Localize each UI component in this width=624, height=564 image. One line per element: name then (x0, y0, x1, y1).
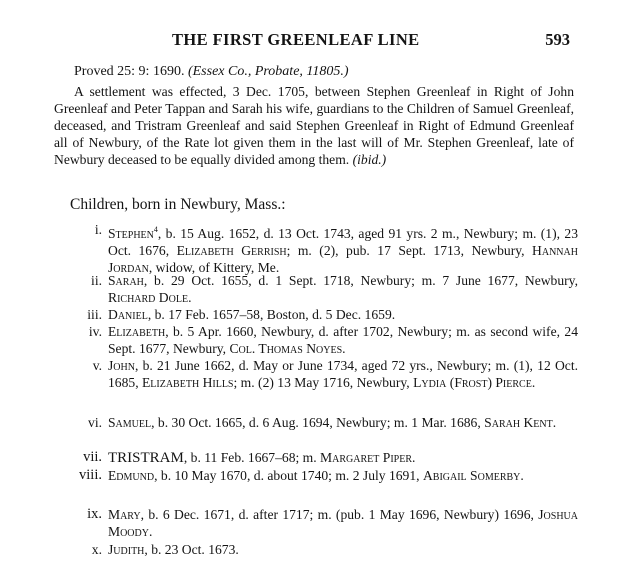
child-entry (87, 306, 578, 323)
child-details: , b. 5 Apr. 1660, Newbury, d. after 1702, Newbury; m. as second wife, 24 Sept. 1677, Newbury, (108, 324, 578, 356)
spouse-name: Sarah Kent (484, 415, 553, 430)
child-details: , b. 21 June 1662, d. May or June 1734, aged 72 yrs., Newbury; m. (1), 12 Oct. 1685, (108, 358, 578, 390)
spouse-name: Elizabeth Gerrish (176, 243, 287, 258)
page-number: 593 (545, 30, 570, 49)
child-details: ; m. (2) 13 May 1716, Newbury, (233, 375, 414, 390)
child-number: vii. (83, 449, 102, 465)
spouse-name: Lydia (Frost) Pierce (413, 375, 532, 390)
children-heading: Children, born in Newbury, Mass.: (70, 196, 286, 213)
probate-source: (Essex Co., Probate, 11805.) (187, 64, 349, 79)
settlement-paragraph (54, 83, 574, 168)
child-entry (79, 467, 578, 484)
child-details: , b. 30 Oct. 1665, d. 6 Aug. 1694, Newbury; m. 1 Mar. 1686, (151, 415, 485, 430)
child-name: Judith (108, 542, 145, 557)
child-entry (91, 541, 578, 558)
child-details: , b. 10 May 1670, d. about 1740; m. 2 July 1691, (154, 468, 423, 483)
settlement-source: (ibid.) (352, 152, 387, 167)
spouse-name: Hannah Jordan (108, 243, 578, 275)
child-entry (83, 449, 578, 467)
child-name: Edmund (108, 468, 155, 483)
child-entry (91, 272, 578, 306)
child-number: viii. (79, 467, 102, 483)
child-details: , widow, of Kittery, Me. (148, 260, 280, 275)
child-details: ; m. (2), pub. 17 Sept. 1713, Newbury, (286, 243, 533, 258)
child-name: John (108, 358, 135, 373)
child-entry (92, 357, 578, 391)
child-number: x. (91, 542, 102, 557)
child-details: , b. 15 Aug. 1652, d. 13 Oct. 1743, aged 91 yrs. 2 m., Newbury; m. (1), 23 Oct. 1676, (108, 226, 578, 258)
spouse-name: Elizabeth Hills (141, 375, 234, 390)
child-details: . (188, 290, 192, 305)
child-details: . (148, 524, 153, 539)
child-details: , b. 6 Dec. 1671, d. after 1717; m. (pub. 1 May 1696, Newbury) 1696, (140, 507, 539, 522)
child-name: Mary (108, 507, 141, 522)
child-name: Sarah (108, 273, 144, 288)
child-number: v. (92, 358, 102, 373)
child-details: . (531, 375, 536, 390)
child-entry (87, 506, 578, 540)
child-details: , b. 11 Feb. 1667–68; m. (183, 450, 321, 465)
child-name: Samuel (108, 415, 152, 430)
child-entry (94, 221, 578, 276)
spouse-name: Margaret Piper (320, 450, 412, 465)
generation-number: 4 (153, 225, 158, 234)
child-number: iv. (88, 324, 102, 339)
spouse-name: Richard Dole (108, 290, 189, 305)
child-name: TRISTRAM (108, 450, 184, 466)
child-number: vi. (88, 415, 102, 430)
child-details: . (342, 341, 346, 356)
probate-note (74, 64, 349, 80)
child-number: ii. (91, 273, 102, 288)
child-details: . (411, 450, 416, 465)
child-details: , b. 17 Feb. 1657–58, Boston, d. 5 Dec. 1659. (147, 307, 396, 322)
child-entry (88, 414, 578, 431)
child-number: iii. (87, 307, 102, 322)
child-details: , b. 23 Oct. 1673. (144, 542, 239, 557)
child-name: Stephen (108, 226, 154, 241)
spouse-name: Col. Thomas Noyes (229, 341, 343, 356)
child-details: , b. 29 Oct. 1655, d. 1 Sept. 1718, Newbury; m. 7 June 1677, Newbury, (143, 273, 578, 288)
spouse-name: Abigail Somerby (422, 468, 521, 483)
proved-date: Proved 25: 9: 1690. (74, 64, 185, 79)
child-name: Daniel (108, 307, 148, 322)
child-number: ix. (87, 506, 102, 522)
child-number: i. (94, 222, 102, 237)
settlement-text: A settlement was effected, 3 Dec. 1705, between Stephen Greenleaf in Right of John Greenleaf and Peter Tappan and Sarah his wife, guardians to the Children of Samuel Greenleaf, deceased, and Tristram Greenleaf and said Stephen Greenleaf in Right of Edmund Greenleaf all of Newbury, of the Rate lot given them in the last will of Mr. Stephen Greenleaf, late of Newbury deceased to be equally divided among them. (54, 84, 574, 167)
running-head (0, 30, 624, 50)
child-name: Elizabeth (108, 324, 166, 339)
child-details: . (520, 468, 524, 483)
child-details: . (552, 415, 557, 430)
spouse-name: Joshua Moody (108, 507, 578, 539)
child-entry (88, 323, 578, 357)
page-title: THE FIRST GREENLEAF LINE (172, 30, 420, 49)
